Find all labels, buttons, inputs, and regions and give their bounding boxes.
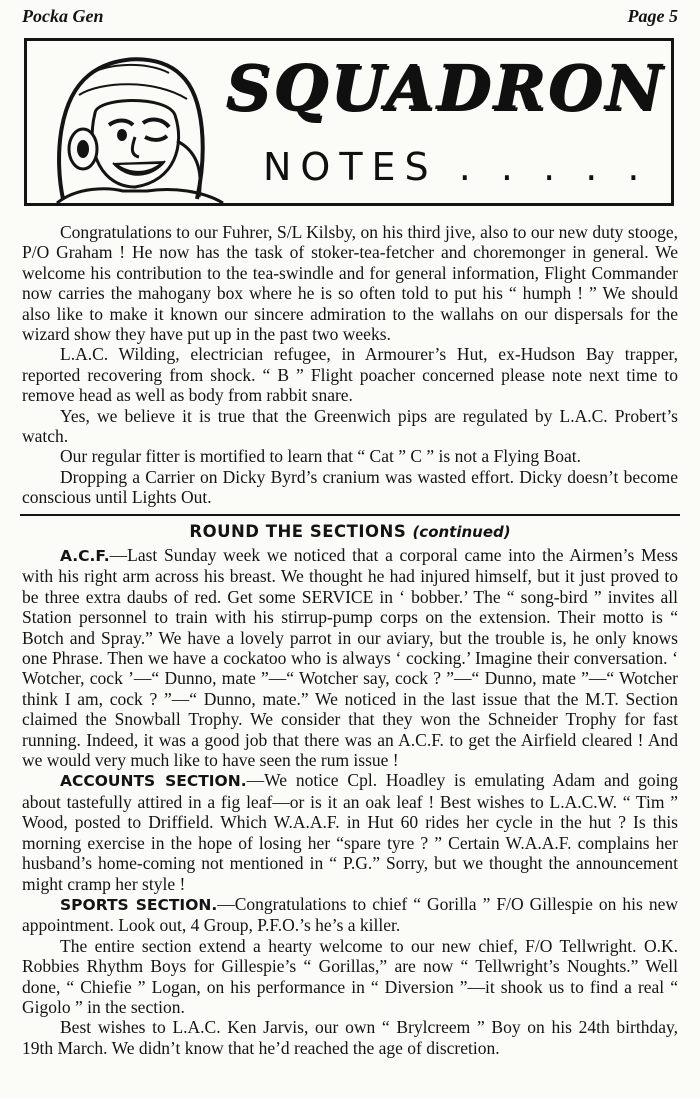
running-head [22,6,678,30]
banner-title: SQUADRON [225,51,665,124]
banner-subtitle: NOTES . . . . . [263,145,649,189]
sports-paragraph [22,894,678,936]
squadron-notes-banner [24,38,674,206]
paragraph: L.A.C. Wilding, electrician refugee, in Armourer’s Hut, ex-Hudson Bay trapper, reported recovering from shock. “ B ” Flight poacher concerned please note next time to remove head as well as body from rabbit snare. [22,344,678,406]
paragraph: Yes, we believe it is true that the Greenwich pips are regulated by L.A.C. Probert’s watch. [22,405,678,447]
paragraph: Best wishes to L.A.C. Ken Jarvis, our own “ Brylcreem ” Boy on his 24th birthday, 19th March. We didn’t know that he’d reached the age of discretion. [22,1017,678,1058]
sports-text: —Congratulations to chief “ Gorilla ” F/O Gillespie on his new appointment. Look out, 4 Group, P.F.O.’s he’s a killer. [22,893,678,936]
paragraph: Dropping a Carrier on Dicky Byrd’s cranium was wasted effort. Dicky doesn’t become conscious until Lights Out. [22,466,678,508]
round-the-sections-heading [0,520,700,544]
publication-name: Pocka Gen [22,6,104,26]
section-divider [20,514,680,516]
sports-label: SPORTS SECTION. [60,895,218,914]
page-number: Page 5 [627,6,678,26]
accounts-text: —We notice Cpl. Hoadley is emulating Adam and going about tastefully attired in a fig leaf—or is it an oak leaf ! Best wishes to L.A.C.W. “ Tim ” Wood, posted to Driffield. Which W.A.A.F. in Hut 60 rides her cycle in the hut ? Is this morning exercise in the hope of losing her “spare tyre ? ” Certain W.A.A.F. complains her husband’s home-coming not mentioned in “ P.G.” Sorry, but we thought the announcement might cramp her style ! [22,770,678,894]
paragraph: The entire section extend a hearty welcome to our new chief, F/O Tellwright. O.K. Robbies Rhythm Boys for Gillespie’s “ Gorillas,” are now “ Tellwright’s Noughts.” Well done, “ Chiefie ” Logan, on his performance in “ Diversion ”—it shook us to find a real “ Gigolo ” in the section. [22,935,678,1017]
accounts-paragraph [22,770,678,893]
accounts-label: ACCOUNTS SECTION. [60,772,247,791]
acf-paragraph [22,545,678,770]
acf-text: —Last Sunday week we noticed that a corporal came into the Airmen’s Mess with his right arm across his breast. We thought he had injured himself, but it just proved to be three extra daubs of red. Get some SERVICE in ‘ bobber.’ The “ song-bird ” invites all Station personnel to train with his stirrup-pump corps on the extension. Their motto is “ Botch and Spray.” We have a lovely parrot in our aviary, but the trouble is, he only knows one Phrase. Then we have a cockatoo who is always ‘ cocking.’ Imagine their conversation. ‘ Wotcher, cock ’—“ Dunno, mate ”—“ Wotcher say, cock ? ”—“ Dunno, mate ”—“ Wotcher think I am, cock ? ”—“ Dunno, mate.” We noticed in the last issue that the M.T. Section claimed the Snowball Trophy. We consider that they won the Schneider Trophy for fast running. Indeed, it was a good job that there was an A.C.F. to get the Airfield cleared ! And we would very much like to have seen the rum issue ! [22,545,678,771]
squadron-notes-body [22,222,678,510]
acf-label: A.C.F. [60,547,110,565]
paragraph: Congratulations to our Fuhrer, S/L Kilsby, on his third jive, also to our new duty stooge, P/O Graham ! He now has the task of stoker-tea-fetcher and choremonger in general. We welcome his contribution to the tea-swindle and for general information, Flight Commander now carries the mahogany box where he is so often told to put his “ humph ! ” We should also like to make it known our sincere admiration to the wallahs on our dispersals for the wizard show they have put up in the past two weeks. [22,222,678,345]
round-the-sections-body [22,545,678,1085]
airman-portrait-illustration [27,41,237,203]
heading-text: ROUND THE SECTIONS [189,522,407,541]
heading-continued-note: (continued) [412,523,511,541]
paragraph: Our regular fitter is mortified to learn that “ Cat ” C ” is not a Flying Boat. [60,446,581,467]
